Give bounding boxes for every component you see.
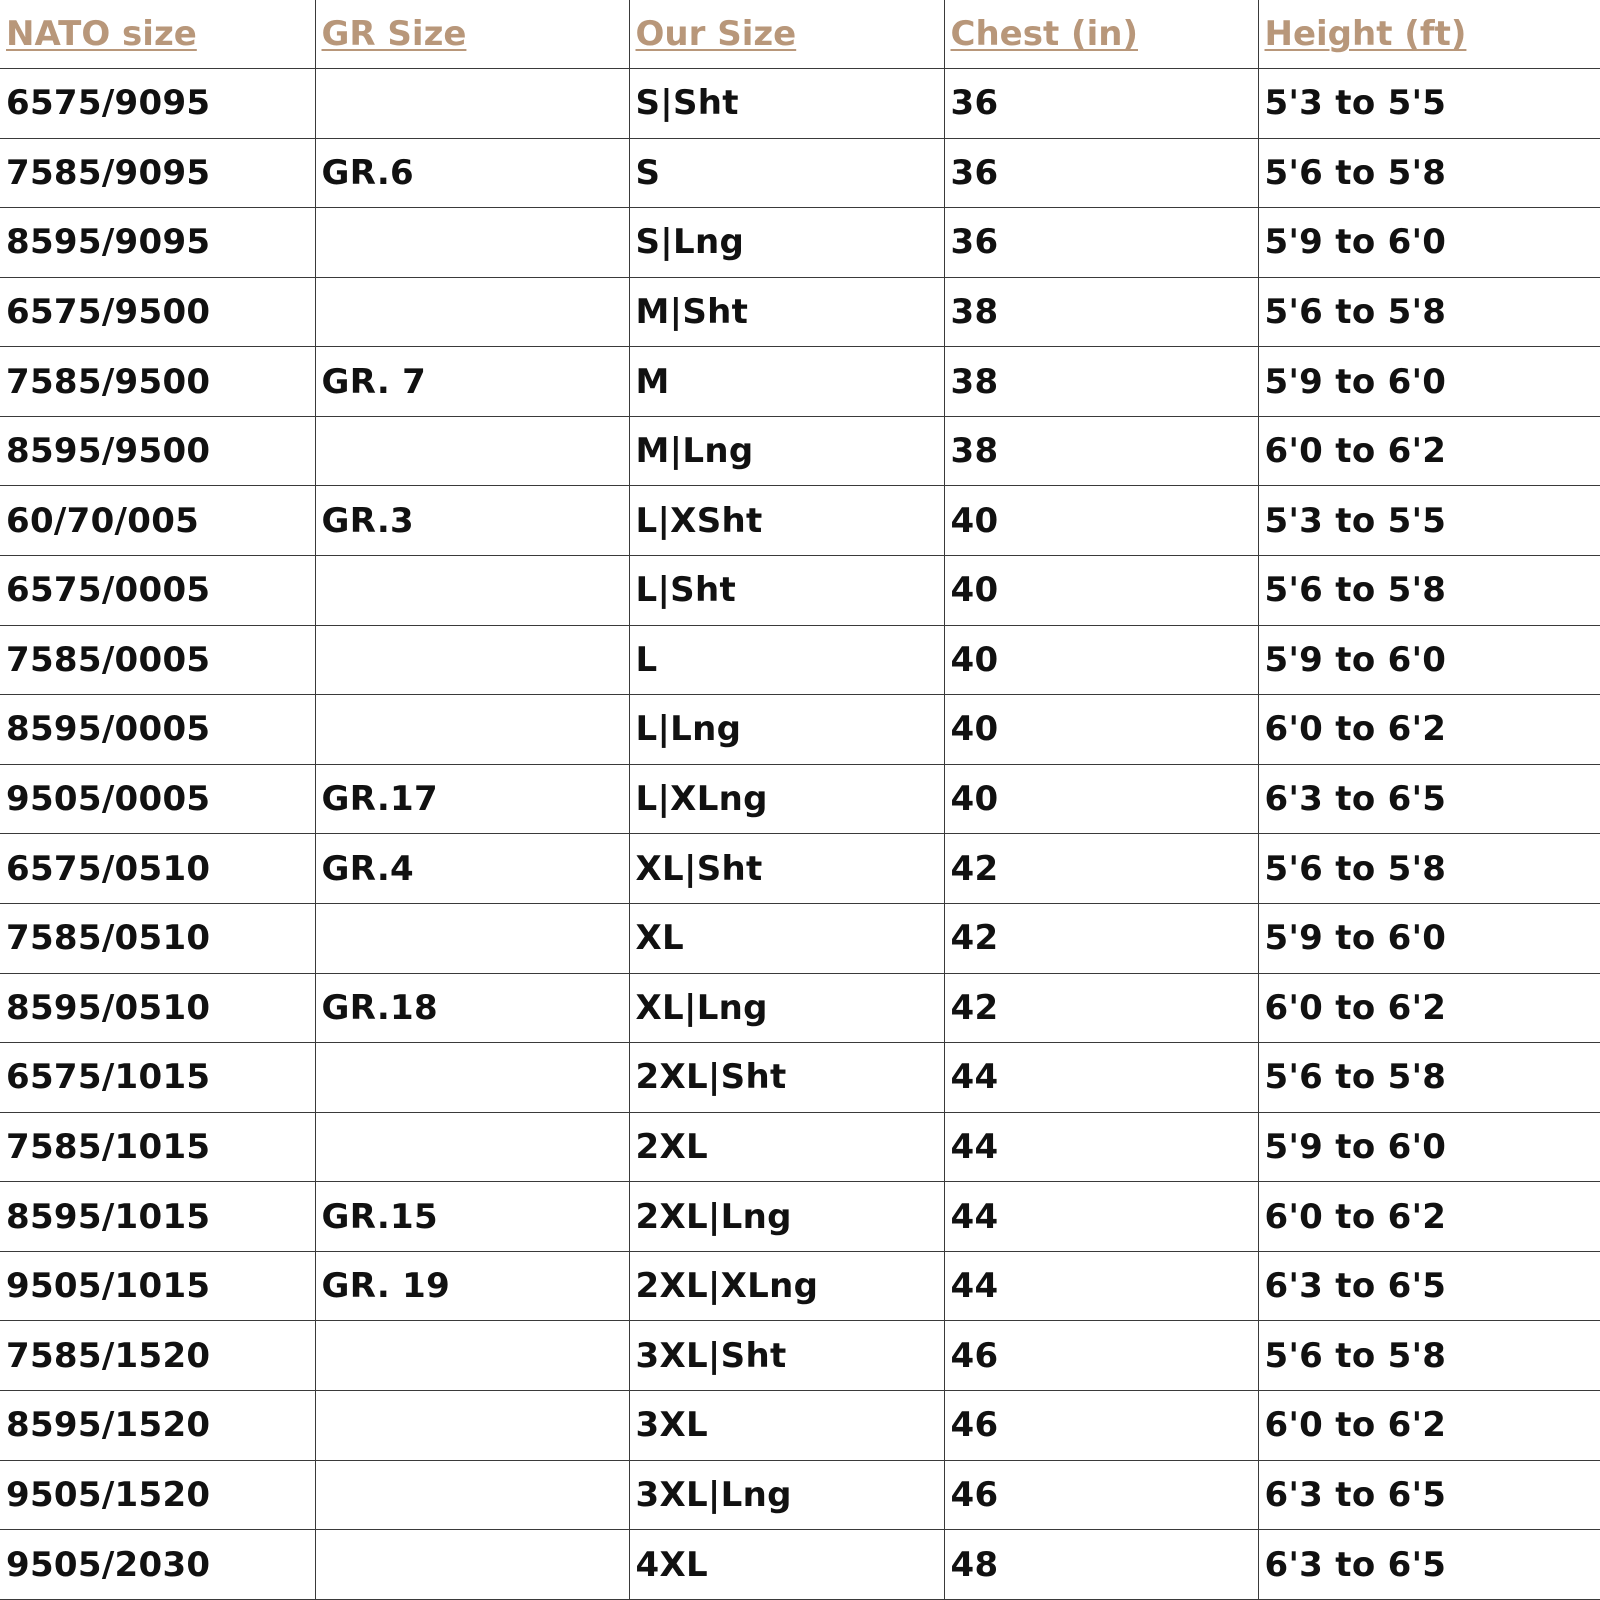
cell-chest-in: 44 [944, 1043, 1258, 1113]
cell-nato-size: 7585/0005 [0, 625, 315, 695]
cell-our-size: XL|Sht [629, 834, 944, 904]
table-row [0, 416, 1600, 486]
cell-chest-in: 40 [944, 486, 1258, 556]
cell-chest-in: 42 [944, 834, 1258, 904]
cell-gr-size: GR.18 [315, 973, 629, 1043]
table-row [0, 486, 1600, 556]
cell-gr-size: GR. 7 [315, 347, 629, 417]
cell-height-ft: 5'6 to 5'8 [1258, 834, 1600, 904]
cell-height-ft: 6'3 to 6'5 [1258, 1530, 1600, 1600]
cell-height-ft: 5'9 to 6'0 [1258, 1112, 1600, 1182]
cell-gr-size [315, 556, 629, 626]
cell-chest-in: 40 [944, 764, 1258, 834]
cell-nato-size: 8595/9500 [0, 416, 315, 486]
cell-our-size: 2XL|Lng [629, 1182, 944, 1252]
header-gr-size: GR Size [315, 0, 629, 69]
cell-chest-in: 46 [944, 1460, 1258, 1530]
cell-gr-size [315, 416, 629, 486]
cell-gr-size [315, 1530, 629, 1600]
cell-chest-in: 36 [944, 138, 1258, 208]
cell-chest-in: 38 [944, 347, 1258, 417]
cell-nato-size: 7585/9095 [0, 138, 315, 208]
cell-nato-size: 7585/9500 [0, 347, 315, 417]
cell-gr-size: GR.6 [315, 138, 629, 208]
cell-nato-size: 9505/0005 [0, 764, 315, 834]
cell-chest-in: 40 [944, 695, 1258, 765]
cell-gr-size: GR.4 [315, 834, 629, 904]
header-chest-in: Chest (in) [944, 0, 1258, 69]
cell-height-ft: 5'6 to 5'8 [1258, 138, 1600, 208]
cell-gr-size [315, 625, 629, 695]
cell-nato-size: 9505/1015 [0, 1251, 315, 1321]
cell-height-ft: 6'0 to 6'2 [1258, 416, 1600, 486]
cell-chest-in: 46 [944, 1390, 1258, 1460]
cell-our-size: 3XL [629, 1390, 944, 1460]
cell-height-ft: 6'3 to 6'5 [1258, 1460, 1600, 1530]
table-row [0, 1460, 1600, 1530]
cell-our-size: M|Lng [629, 416, 944, 486]
cell-height-ft: 6'3 to 6'5 [1258, 1251, 1600, 1321]
cell-our-size: S|Sht [629, 69, 944, 139]
cell-our-size: S|Lng [629, 208, 944, 278]
cell-nato-size: 9505/2030 [0, 1530, 315, 1600]
cell-chest-in: 36 [944, 69, 1258, 139]
table-row [0, 208, 1600, 278]
cell-our-size: 4XL [629, 1530, 944, 1600]
cell-nato-size: 8595/0005 [0, 695, 315, 765]
table-row [0, 138, 1600, 208]
table-row [0, 764, 1600, 834]
cell-gr-size [315, 277, 629, 347]
cell-nato-size: 6575/9095 [0, 69, 315, 139]
cell-gr-size [315, 208, 629, 278]
cell-height-ft: 5'9 to 6'0 [1258, 903, 1600, 973]
cell-our-size: 2XL|Sht [629, 1043, 944, 1113]
cell-chest-in: 38 [944, 416, 1258, 486]
cell-height-ft: 5'9 to 6'0 [1258, 347, 1600, 417]
cell-height-ft: 5'3 to 5'5 [1258, 69, 1600, 139]
cell-gr-size: GR.3 [315, 486, 629, 556]
cell-nato-size: 7585/0510 [0, 903, 315, 973]
cell-chest-in: 44 [944, 1112, 1258, 1182]
table-row [0, 1251, 1600, 1321]
cell-height-ft: 6'0 to 6'2 [1258, 973, 1600, 1043]
table-row [0, 1390, 1600, 1460]
cell-nato-size: 9505/1520 [0, 1460, 315, 1530]
cell-our-size: 2XL|XLng [629, 1251, 944, 1321]
cell-our-size: XL [629, 903, 944, 973]
cell-height-ft: 5'6 to 5'8 [1258, 1321, 1600, 1391]
cell-nato-size: 60/70/005 [0, 486, 315, 556]
table-row [0, 347, 1600, 417]
cell-gr-size: GR. 19 [315, 1251, 629, 1321]
table-header [0, 0, 1600, 69]
table-row [0, 834, 1600, 904]
cell-nato-size: 8595/9095 [0, 208, 315, 278]
cell-height-ft: 6'0 to 6'2 [1258, 1182, 1600, 1252]
cell-gr-size [315, 1321, 629, 1391]
cell-our-size: L|XSht [629, 486, 944, 556]
cell-our-size: L|Sht [629, 556, 944, 626]
table-row [0, 903, 1600, 973]
table-row [0, 1043, 1600, 1113]
table-row [0, 1321, 1600, 1391]
cell-gr-size [315, 1043, 629, 1113]
cell-gr-size [315, 903, 629, 973]
cell-nato-size: 7585/1520 [0, 1321, 315, 1391]
table-row [0, 1182, 1600, 1252]
cell-gr-size [315, 1460, 629, 1530]
cell-our-size: 3XL|Lng [629, 1460, 944, 1530]
cell-height-ft: 5'9 to 6'0 [1258, 625, 1600, 695]
table-row [0, 69, 1600, 139]
table-row [0, 973, 1600, 1043]
cell-gr-size [315, 695, 629, 765]
cell-nato-size: 6575/1015 [0, 1043, 315, 1113]
cell-gr-size: GR.15 [315, 1182, 629, 1252]
table-row [0, 556, 1600, 626]
header-nato-size: NATO size [0, 0, 315, 69]
table-row [0, 625, 1600, 695]
cell-height-ft: 5'6 to 5'8 [1258, 1043, 1600, 1113]
cell-our-size: M [629, 347, 944, 417]
cell-height-ft: 5'6 to 5'8 [1258, 277, 1600, 347]
cell-chest-in: 44 [944, 1251, 1258, 1321]
cell-our-size: 2XL [629, 1112, 944, 1182]
cell-nato-size: 6575/9500 [0, 277, 315, 347]
table-row [0, 1530, 1600, 1600]
cell-chest-in: 44 [944, 1182, 1258, 1252]
cell-nato-size: 7585/1015 [0, 1112, 315, 1182]
cell-our-size: S [629, 138, 944, 208]
cell-chest-in: 40 [944, 625, 1258, 695]
cell-our-size: M|Sht [629, 277, 944, 347]
cell-our-size: L|Lng [629, 695, 944, 765]
cell-our-size: XL|Lng [629, 973, 944, 1043]
cell-height-ft: 5'3 to 5'5 [1258, 486, 1600, 556]
cell-our-size: 3XL|Sht [629, 1321, 944, 1391]
cell-nato-size: 8595/1520 [0, 1390, 315, 1460]
table-row [0, 695, 1600, 765]
cell-chest-in: 48 [944, 1530, 1258, 1600]
cell-height-ft: 5'9 to 6'0 [1258, 208, 1600, 278]
header-height-ft: Height (ft) [1258, 0, 1600, 69]
cell-height-ft: 6'3 to 6'5 [1258, 764, 1600, 834]
cell-chest-in: 38 [944, 277, 1258, 347]
cell-gr-size [315, 69, 629, 139]
cell-gr-size [315, 1112, 629, 1182]
cell-height-ft: 6'0 to 6'2 [1258, 695, 1600, 765]
header-row [0, 0, 1600, 69]
cell-gr-size [315, 1390, 629, 1460]
table-body [0, 69, 1600, 1600]
header-our-size: Our Size [629, 0, 944, 69]
cell-nato-size: 6575/0510 [0, 834, 315, 904]
table-row [0, 277, 1600, 347]
cell-our-size: L [629, 625, 944, 695]
cell-chest-in: 42 [944, 973, 1258, 1043]
cell-height-ft: 5'6 to 5'8 [1258, 556, 1600, 626]
cell-chest-in: 36 [944, 208, 1258, 278]
cell-height-ft: 6'0 to 6'2 [1258, 1390, 1600, 1460]
cell-nato-size: 8595/0510 [0, 973, 315, 1043]
table-row [0, 1112, 1600, 1182]
cell-our-size: L|XLng [629, 764, 944, 834]
cell-gr-size: GR.17 [315, 764, 629, 834]
cell-nato-size: 8595/1015 [0, 1182, 315, 1252]
cell-chest-in: 46 [944, 1321, 1258, 1391]
cell-chest-in: 42 [944, 903, 1258, 973]
cell-nato-size: 6575/0005 [0, 556, 315, 626]
cell-chest-in: 40 [944, 556, 1258, 626]
